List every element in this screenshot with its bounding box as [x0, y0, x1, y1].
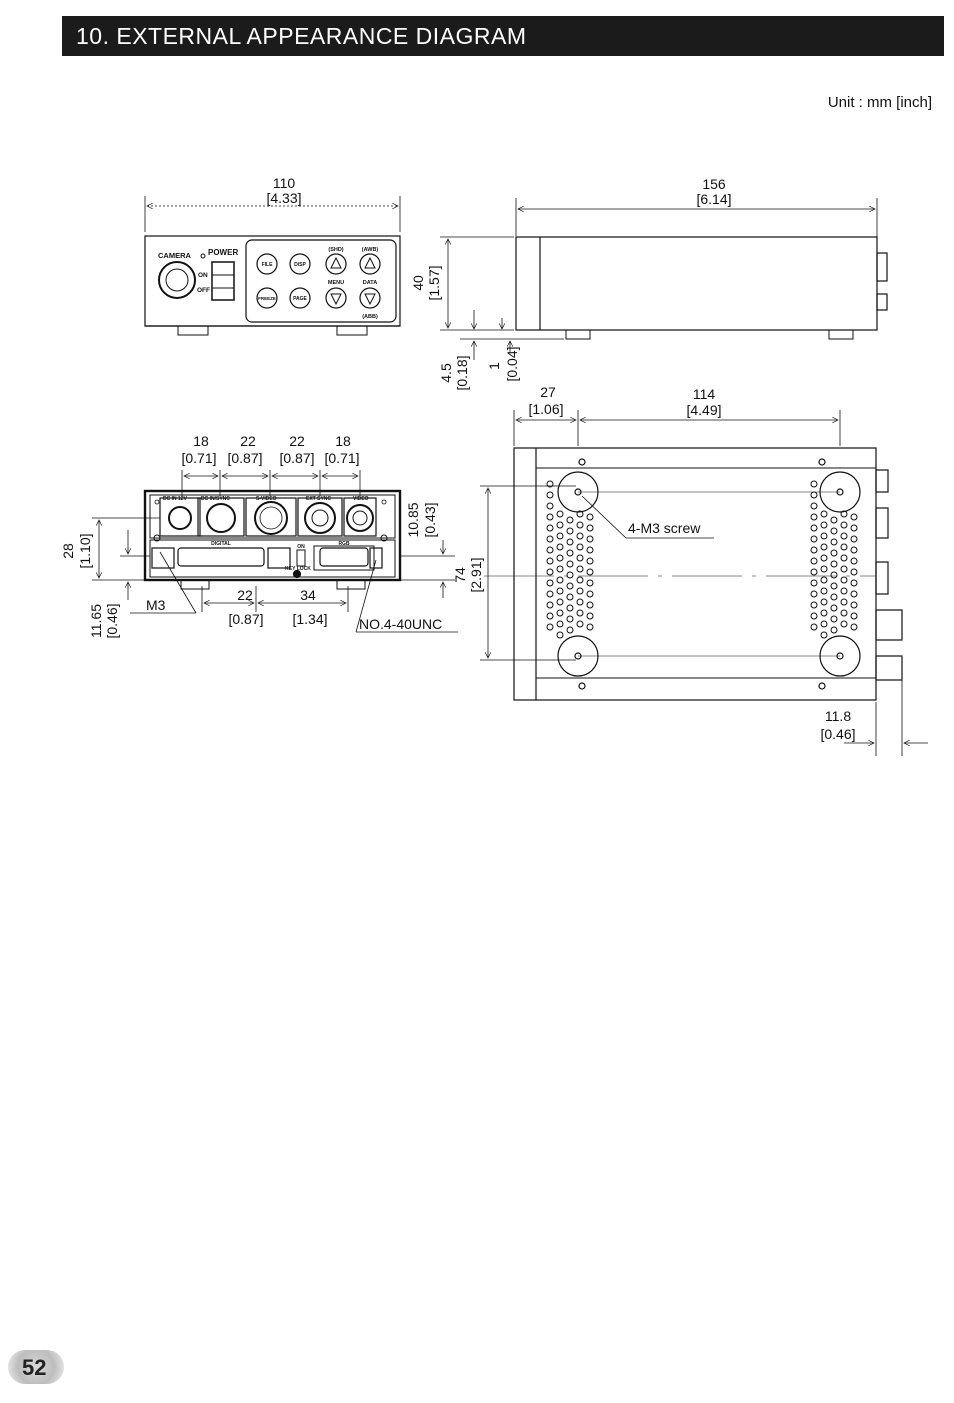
vent-hole [557, 599, 563, 605]
vent-hole [851, 547, 857, 553]
vent-hole [811, 514, 817, 520]
side-length-mm: 156 [702, 176, 726, 192]
side-height-in: [1.57] [426, 265, 442, 301]
data-label: DATA [362, 280, 378, 286]
vent-hole [811, 503, 817, 509]
vent-hole [851, 591, 857, 597]
vent-hole [587, 514, 593, 520]
vent-hole [547, 503, 553, 509]
vent-hole [567, 583, 573, 589]
bottom-spacing-mm-1: 22 [237, 587, 253, 603]
disp-button-label: DISP [294, 262, 306, 268]
offset-mm: 27 [540, 384, 556, 400]
vent-hole [547, 580, 553, 586]
side-connector [877, 294, 887, 310]
screw-label: 4-M3 screw [628, 520, 701, 536]
down-arrow-icon [365, 294, 375, 304]
power-switch [212, 262, 234, 300]
vent-hole [851, 558, 857, 564]
dc-in-label: DC IN 12V [163, 496, 187, 502]
vent-hole [821, 544, 827, 550]
dc-sync-label: DC IN/SYNC [201, 496, 230, 502]
vent-hole [831, 561, 837, 567]
front-foot [178, 326, 208, 335]
key-lock-switch [297, 550, 305, 566]
vent-hole [557, 632, 563, 638]
base-height-in: [0.46] [104, 603, 120, 639]
awb-label: (AWB) [361, 247, 379, 253]
side-view [440, 198, 887, 360]
front-foot [337, 326, 367, 335]
vent-hole [567, 605, 573, 611]
vent-hole [547, 624, 553, 630]
vent-hole [577, 610, 583, 616]
vent-hole [547, 525, 553, 531]
vent-hole [841, 588, 847, 594]
vent-hole [567, 539, 573, 545]
vent-hole [547, 613, 553, 619]
vent-hole [811, 602, 817, 608]
camera-label: CAMERA [158, 251, 191, 260]
spacing-in-2: [0.87] [227, 450, 263, 466]
vent-hole [831, 605, 837, 611]
shd-label: (SHD) [328, 247, 344, 253]
vent-hole [567, 627, 573, 633]
video-label: VIDEO [353, 496, 369, 502]
vent-hole [587, 569, 593, 575]
vent-hole [851, 624, 857, 630]
rear-height-in: [1.10] [77, 533, 93, 569]
vent-hole [821, 610, 827, 616]
depth-in: [2.91] [468, 557, 484, 593]
vent-hole [831, 583, 837, 589]
s-video-connector [246, 498, 296, 536]
spacing-mm-4: 18 [335, 433, 351, 449]
vent-hole [811, 580, 817, 586]
vent-hole [811, 481, 817, 487]
vent-hole [557, 544, 563, 550]
thread-label: NO.4-40UNC [359, 616, 443, 632]
bottom-connector [876, 508, 888, 538]
vent-hole [587, 613, 593, 619]
vent-hole [811, 536, 817, 542]
vent-hole [587, 602, 593, 608]
vent-hole [841, 533, 847, 539]
gap-in: [0.04] [504, 346, 520, 382]
vent-hole [831, 528, 837, 534]
vent-hole [557, 555, 563, 561]
rear-height-mm: 28 [60, 543, 76, 559]
spacing-in-1: [0.71] [181, 450, 217, 466]
vent-hole [851, 569, 857, 575]
off-label: OFF [197, 287, 210, 294]
connector-height-mm: 10.85 [405, 502, 421, 538]
power-label: POWER [208, 248, 239, 257]
front-width-in: [4.33] [266, 190, 302, 206]
vent-hole [567, 572, 573, 578]
unit-note: Unit : mm [inch] [827, 94, 932, 111]
down-arrow-icon [331, 294, 341, 304]
vent-hole [811, 558, 817, 564]
base-height-mm: 11.65 [88, 604, 104, 638]
vent-hole [821, 599, 827, 605]
foot-height-in: [0.18] [454, 355, 470, 391]
vent-hole [841, 599, 847, 605]
vent-hole [547, 547, 553, 553]
up-arrow-icon [331, 258, 341, 268]
side-body [516, 237, 877, 330]
span-in: [4.49] [686, 402, 722, 418]
vent-hole [831, 550, 837, 556]
ext-sync-label: EXT SYNC [306, 496, 332, 502]
vent-hole [851, 536, 857, 542]
vent-hole [587, 525, 593, 531]
vent-hole [811, 569, 817, 575]
vent-hole [557, 621, 563, 627]
vent-hole [567, 528, 573, 534]
vent-hole [577, 599, 583, 605]
vent-hole [557, 566, 563, 572]
vent-hole [577, 522, 583, 528]
vent-hole [587, 558, 593, 564]
depth-mm: 74 [452, 567, 468, 583]
vent-hole [831, 594, 837, 600]
spacing-in-3: [0.87] [279, 450, 315, 466]
vent-hole [851, 580, 857, 586]
side-foot [566, 330, 590, 339]
vent-hole [577, 533, 583, 539]
side-foot [829, 330, 853, 339]
vent-hole [577, 555, 583, 561]
rear-foot [337, 580, 365, 589]
vent-hole [811, 613, 817, 619]
vent-hole [567, 616, 573, 622]
abb-label: (ABB) [362, 314, 378, 320]
m3-label: M3 [146, 597, 166, 613]
vent-hole [547, 514, 553, 520]
vent-hole [577, 544, 583, 550]
spacing-mm-2: 22 [240, 433, 256, 449]
vent-hole [567, 561, 573, 567]
vent-hole [851, 525, 857, 531]
dc-in-connector [160, 498, 200, 536]
vent-hole [587, 580, 593, 586]
vent-hole [851, 613, 857, 619]
vent-hole [831, 539, 837, 545]
digital-port [178, 548, 264, 566]
vent-holes-left [547, 481, 593, 638]
vent-hole [577, 566, 583, 572]
vent-hole [821, 621, 827, 627]
span-mm: 114 [692, 386, 716, 402]
up-arrow-icon [365, 258, 375, 268]
s-video-label: S-VIDEO [256, 496, 277, 502]
vent-hole [577, 577, 583, 583]
file-button-label: FILE [261, 262, 273, 268]
vent-hole [841, 555, 847, 561]
side-length-in: [6.14] [696, 191, 732, 207]
rgb-label: RGB [338, 541, 350, 547]
on-label: ON [198, 272, 208, 279]
vent-holes-right [811, 481, 857, 638]
vent-hole [821, 533, 827, 539]
vent-hole [811, 525, 817, 531]
bottom-spacing-in-2: [1.34] [292, 611, 328, 627]
vent-hole [557, 588, 563, 594]
bottom-view-text [452, 384, 856, 742]
vent-hole [557, 610, 563, 616]
page-button-label: PAGE [293, 296, 307, 302]
page-number-badge [8, 1350, 64, 1384]
side-view-text [410, 176, 732, 391]
vent-hole [841, 566, 847, 572]
vent-hole [567, 594, 573, 600]
freeze-button-label: FREEZE [258, 296, 276, 301]
menu-label: MENU [327, 280, 345, 286]
foot-height-mm: 4.5 [438, 363, 454, 383]
vent-hole [831, 616, 837, 622]
vent-hole [841, 522, 847, 528]
vent-hole [841, 621, 847, 627]
vent-hole [557, 533, 563, 539]
vent-hole [821, 577, 827, 583]
spacing-in-4: [0.71] [324, 450, 360, 466]
spacing-mm-1: 18 [193, 433, 209, 449]
vent-hole [547, 558, 553, 564]
vent-hole [547, 536, 553, 542]
bottom-spacing-mm-2: 34 [300, 587, 316, 603]
vent-hole [587, 547, 593, 553]
camera-connector [159, 262, 195, 298]
vent-hole [841, 577, 847, 583]
page-number: 52 [22, 1355, 47, 1380]
side-height-mm: 40 [410, 275, 426, 291]
key-lock-label: KEY LOCK [285, 566, 311, 572]
vent-hole [821, 632, 827, 638]
protrusion-mm: 11.8 [824, 708, 852, 724]
bottom-connector [876, 656, 902, 680]
rgb-port [320, 548, 368, 566]
vent-hole [831, 517, 837, 523]
vent-hole [811, 624, 817, 630]
section-title: 10. EXTERNAL APPEARANCE DIAGRAM [76, 23, 527, 49]
front-view-text [158, 175, 378, 320]
vent-hole [577, 588, 583, 594]
vent-hole [547, 569, 553, 575]
vent-hole [557, 511, 563, 517]
vent-hole [587, 624, 593, 630]
vent-hole [841, 544, 847, 550]
vent-hole [811, 492, 817, 498]
vent-hole [547, 492, 553, 498]
on-switch-label: ON [297, 544, 305, 550]
vent-hole [587, 536, 593, 542]
vent-hole [557, 522, 563, 528]
bottom-connector [876, 470, 888, 492]
vent-hole [547, 602, 553, 608]
rear-foot [181, 580, 209, 589]
side-connector [877, 253, 887, 281]
vent-hole [851, 514, 857, 520]
vent-hole [811, 547, 817, 553]
front-width-mm: 110 [272, 175, 296, 191]
vent-hole [557, 577, 563, 583]
connector-height-in: [0.43] [422, 502, 438, 538]
protrusion-in: [0.46] [820, 726, 856, 742]
bottom-connector [876, 562, 888, 594]
vent-hole [821, 588, 827, 594]
vent-hole [567, 550, 573, 556]
vent-hole [547, 591, 553, 597]
bottom-connector [876, 610, 902, 640]
vent-hole [821, 511, 827, 517]
vent-hole [831, 627, 837, 633]
vent-hole [821, 566, 827, 572]
offset-in: [1.06] [528, 401, 564, 417]
gap-mm: 1 [486, 362, 502, 370]
digital-label: DIGITAL [211, 541, 231, 547]
vent-hole [821, 555, 827, 561]
bottom-spacing-in-1: [0.87] [228, 611, 264, 627]
vent-hole [811, 591, 817, 597]
vent-hole [577, 621, 583, 627]
spacing-mm-3: 22 [289, 433, 305, 449]
vent-hole [587, 591, 593, 597]
vent-hole [851, 602, 857, 608]
vent-hole [567, 517, 573, 523]
vent-hole [831, 572, 837, 578]
vent-hole [821, 522, 827, 528]
vent-hole [841, 610, 847, 616]
